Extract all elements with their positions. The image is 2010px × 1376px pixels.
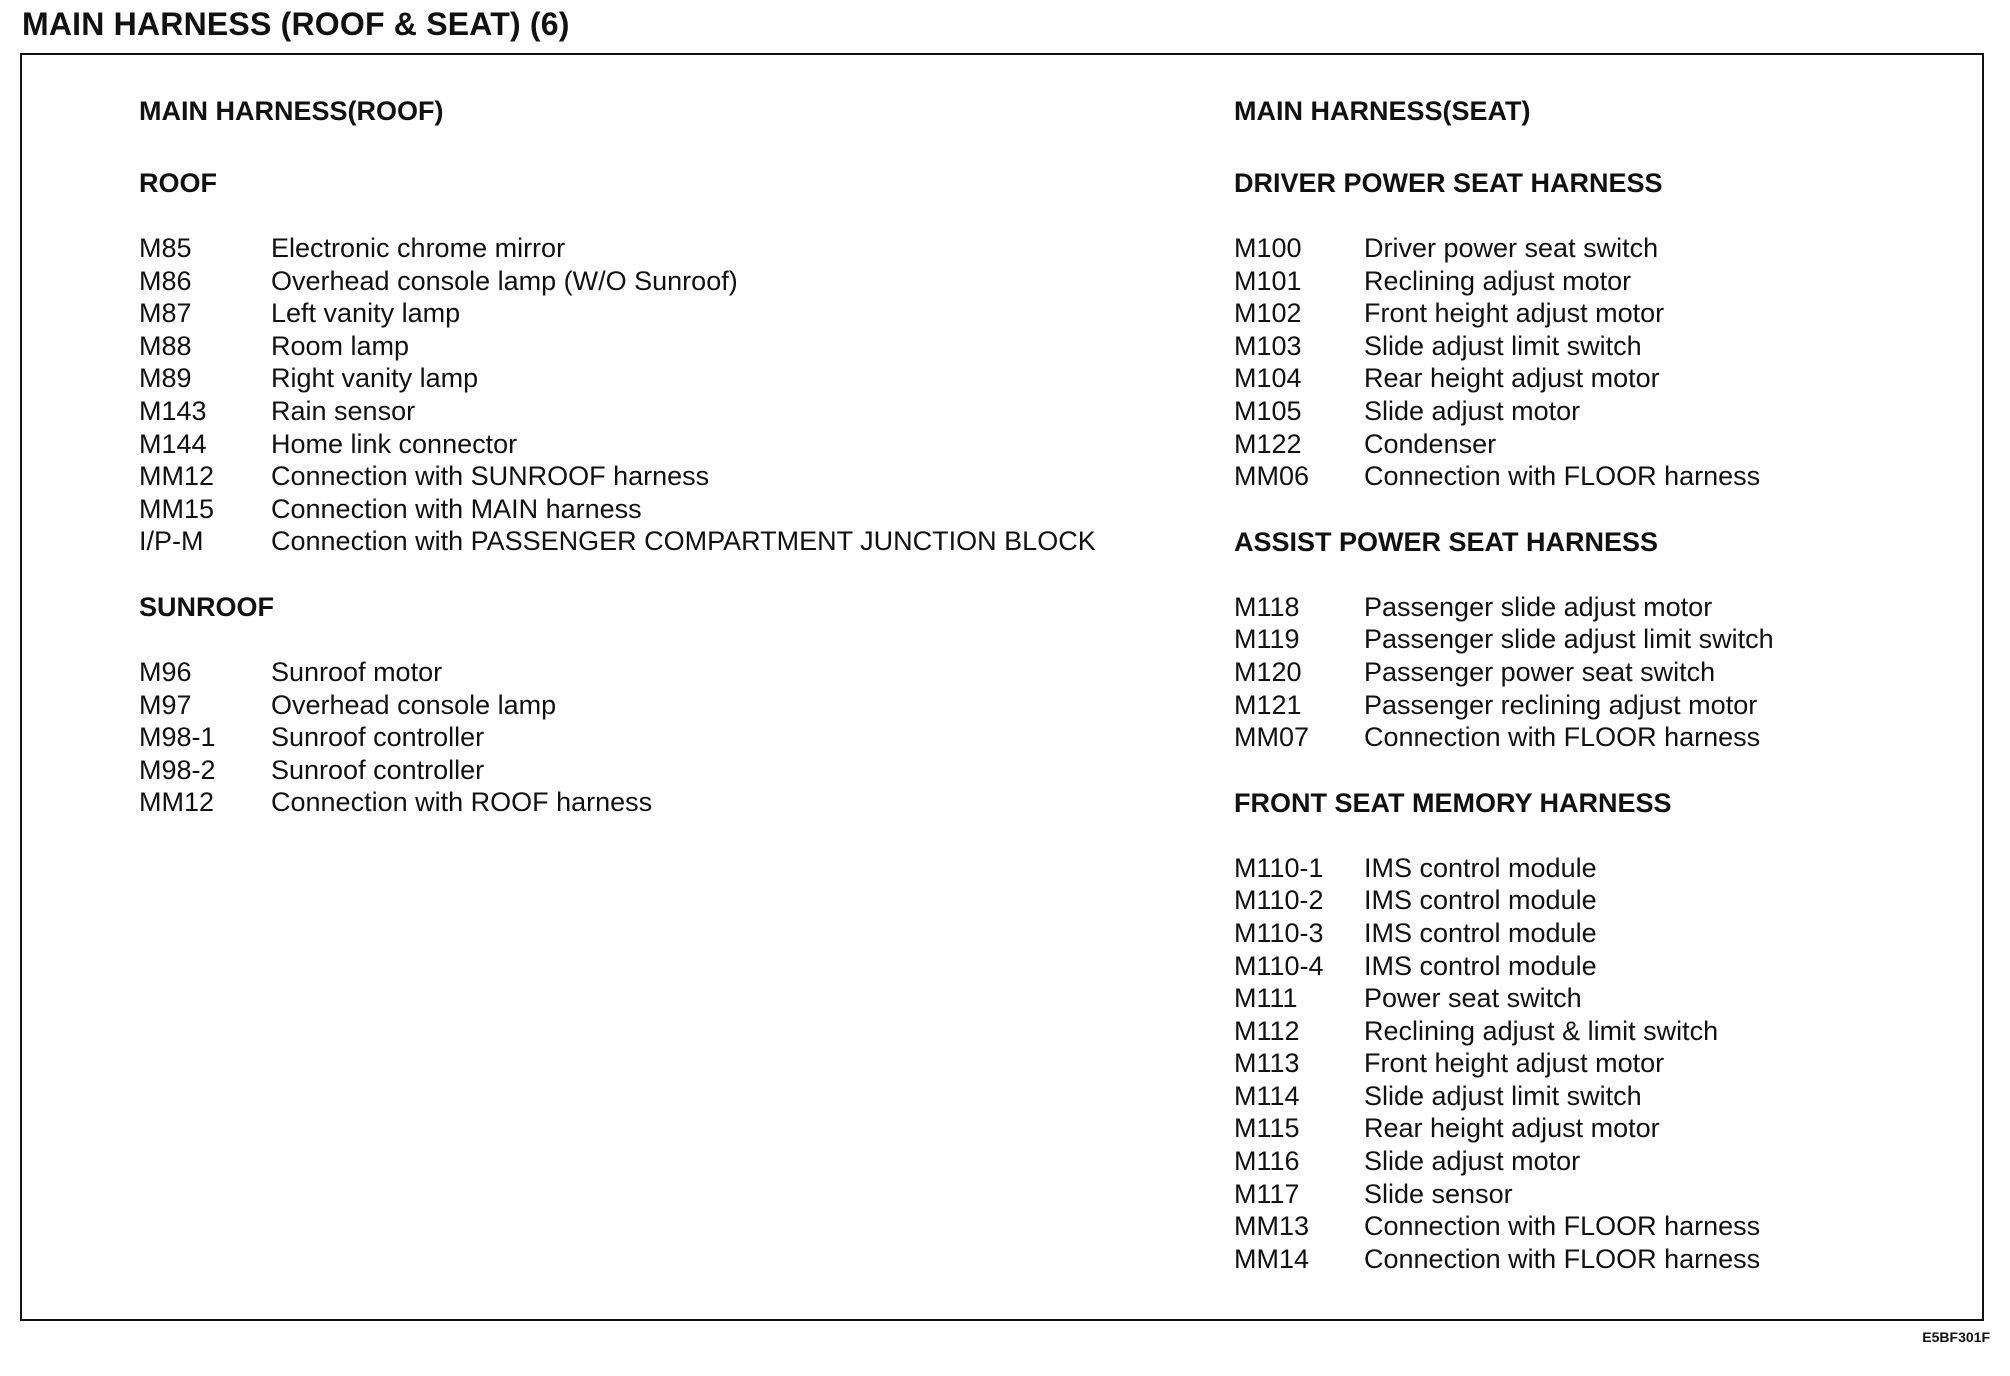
connector-description: Front height adjust motor xyxy=(1364,1048,1665,1079)
connector-code: M114 xyxy=(1234,1080,1300,1111)
seat-column-heading: MAIN HARNESS(SEAT) xyxy=(1234,96,1531,126)
connector-row xyxy=(1234,1047,1934,1080)
connector-description: Slide adjust motor xyxy=(1364,1146,1581,1177)
connector-row xyxy=(139,232,1139,265)
connector-row xyxy=(139,297,1139,330)
connector-code: M110-3 xyxy=(1234,917,1324,948)
connector-description: Passenger slide adjust limit switch xyxy=(1364,624,1774,655)
connector-description: Driver power seat switch xyxy=(1364,233,1659,263)
connector-code: MM14 xyxy=(1234,1243,1310,1274)
connector-description: Overhead console lamp (W/O Sunroof) xyxy=(271,265,738,296)
connector-row xyxy=(1234,362,1934,395)
connector-code: MM15 xyxy=(139,493,215,524)
connector-row xyxy=(1234,917,1934,950)
figure-code: E5BF301F xyxy=(1922,1329,1990,1345)
connector-code: M100 xyxy=(1234,233,1302,263)
connector-row xyxy=(1234,297,1934,330)
connector-row xyxy=(1234,1178,1934,1211)
connector-description: Passenger power seat switch xyxy=(1364,656,1716,687)
connector-code: MM12 xyxy=(139,787,215,818)
connector-row xyxy=(1234,656,1934,689)
connector-row xyxy=(139,525,1139,558)
harness-section xyxy=(1234,787,1934,1276)
connector-code: M116 xyxy=(1234,1146,1300,1177)
connector-description: Connection with PASSENGER COMPARTMENT JUNCTION BLOCK xyxy=(271,526,1096,557)
harness-section xyxy=(1234,526,1934,754)
connector-description: Connection with FLOOR harness xyxy=(1364,461,1761,492)
connector-description: Sunroof motor xyxy=(271,656,443,687)
connector-code: M143 xyxy=(139,395,207,426)
connector-code: MM06 xyxy=(1234,461,1310,492)
connector-code: M96 xyxy=(139,656,192,687)
connector-description: Reclining adjust & limit switch xyxy=(1364,1015,1719,1046)
connector-row xyxy=(1234,1145,1934,1178)
connector-row xyxy=(1234,1080,1934,1113)
connector-row xyxy=(139,460,1139,493)
connector-description: Slide sensor xyxy=(1364,1178,1513,1209)
harness-section xyxy=(1234,167,1934,493)
connector-code: M110-1 xyxy=(1234,852,1324,883)
section-title: ASSIST POWER SEAT HARNESS xyxy=(1234,526,1659,557)
harness-section xyxy=(139,591,1139,819)
connector-description: Slide adjust limit switch xyxy=(1364,1080,1642,1111)
connector-code: MM13 xyxy=(1234,1211,1310,1242)
connector-code: I/P-M xyxy=(139,526,204,557)
connector-row xyxy=(139,786,1139,819)
connector-code: M87 xyxy=(139,298,192,329)
section-title: FRONT SEAT MEMORY HARNESS xyxy=(1234,787,1672,818)
connector-description: Connection with FLOOR harness xyxy=(1364,1243,1761,1274)
connector-row xyxy=(1234,852,1934,885)
connector-code: MM12 xyxy=(139,461,215,492)
connector-description: Overhead console lamp xyxy=(271,689,557,720)
connector-row xyxy=(1234,591,1934,624)
connector-row xyxy=(139,395,1139,428)
connector-code: M120 xyxy=(1234,656,1302,687)
connector-description: Power seat switch xyxy=(1364,983,1582,1014)
connector-code: M101 xyxy=(1234,265,1302,296)
connector-description: Connection with ROOF harness xyxy=(271,787,653,818)
section-title: ROOF xyxy=(139,168,217,198)
connector-description: Passenger slide adjust motor xyxy=(1364,591,1713,622)
seat-sections xyxy=(1234,167,1934,1275)
roof-sections xyxy=(139,167,1139,819)
connector-code: M144 xyxy=(139,428,207,459)
connector-code: M89 xyxy=(139,363,192,394)
connector-description: Connection with MAIN harness xyxy=(271,493,642,524)
connector-description: Right vanity lamp xyxy=(271,363,479,394)
harness-frame xyxy=(20,53,1984,1321)
connector-code: M117 xyxy=(1234,1178,1300,1209)
section-title: SUNROOF xyxy=(139,591,274,622)
connector-code: M103 xyxy=(1234,330,1302,361)
connector-row xyxy=(1234,721,1934,754)
connector-code: M98-2 xyxy=(139,754,216,785)
connector-description: Home link connector xyxy=(271,428,518,459)
connector-code: MM07 xyxy=(1234,722,1310,753)
connector-description: Connection with SUNROOF harness xyxy=(271,461,710,492)
connector-code: M113 xyxy=(1234,1048,1300,1079)
connector-description: Sunroof controller xyxy=(271,722,485,753)
connector-description: Rear height adjust motor xyxy=(1364,363,1660,394)
connector-description: Slide adjust motor xyxy=(1364,395,1581,426)
connector-description: Room lamp xyxy=(271,330,410,361)
connector-row xyxy=(1234,982,1934,1015)
connector-row xyxy=(1234,330,1934,363)
roof-column-heading: MAIN HARNESS(ROOF) xyxy=(139,96,444,126)
connector-row xyxy=(139,265,1139,298)
connector-row xyxy=(1234,232,1934,265)
connector-row xyxy=(1234,428,1934,461)
connector-row xyxy=(139,689,1139,722)
connector-code: M104 xyxy=(1234,363,1302,394)
connector-description: Rear height adjust motor xyxy=(1364,1113,1660,1144)
connector-row xyxy=(1234,1112,1934,1145)
connector-code: M110-4 xyxy=(1234,950,1324,981)
connector-description: Connection with FLOOR harness xyxy=(1364,722,1761,753)
connector-row xyxy=(139,754,1139,787)
connector-code: M111 xyxy=(1234,983,1298,1014)
connector-row xyxy=(139,330,1139,363)
connector-row xyxy=(1234,265,1934,298)
connector-code: M85 xyxy=(139,233,192,263)
connector-row xyxy=(1234,884,1934,917)
connector-code: M97 xyxy=(139,689,192,720)
connector-description: IMS control module xyxy=(1364,885,1597,916)
connector-description: IMS control module xyxy=(1364,950,1597,981)
connector-row xyxy=(1234,689,1934,722)
connector-code: M122 xyxy=(1234,428,1302,459)
connector-row xyxy=(1234,395,1934,428)
connector-code: M110-2 xyxy=(1234,885,1324,916)
connector-code: M119 xyxy=(1234,624,1300,655)
connector-description: Sunroof controller xyxy=(271,754,485,785)
connector-row xyxy=(1234,623,1934,656)
roof-column xyxy=(139,95,1139,852)
page-title: MAIN HARNESS (ROOF & SEAT) (6) xyxy=(22,6,570,42)
connector-code: M86 xyxy=(139,265,192,296)
connector-description: Condenser xyxy=(1364,428,1497,459)
harness-section xyxy=(139,167,1139,558)
connector-description: Slide adjust limit switch xyxy=(1364,330,1642,361)
connector-row xyxy=(139,721,1139,754)
seat-column xyxy=(1234,95,1934,1308)
connector-row xyxy=(139,362,1139,395)
connector-description: Reclining adjust motor xyxy=(1364,265,1632,296)
section-title: DRIVER POWER SEAT HARNESS xyxy=(1234,168,1663,198)
connector-row xyxy=(139,493,1139,526)
connector-description: Front height adjust motor xyxy=(1364,298,1665,329)
connector-row xyxy=(1234,950,1934,983)
connector-description: Connection with FLOOR harness xyxy=(1364,1211,1761,1242)
connector-description: Rain sensor xyxy=(271,395,416,426)
connector-description: Passenger reclining adjust motor xyxy=(1364,689,1758,720)
connector-row xyxy=(1234,1210,1934,1243)
connector-description: IMS control module xyxy=(1364,917,1597,948)
connector-code: M112 xyxy=(1234,1015,1300,1046)
connector-code: M121 xyxy=(1234,689,1302,720)
connector-code: M115 xyxy=(1234,1113,1300,1144)
connector-code: M105 xyxy=(1234,395,1302,426)
connector-code: M88 xyxy=(139,330,192,361)
connector-description: Left vanity lamp xyxy=(271,298,461,329)
connector-description: Electronic chrome mirror xyxy=(271,233,566,263)
connector-code: M98-1 xyxy=(139,722,216,753)
connector-row xyxy=(1234,1243,1934,1276)
connector-code: M118 xyxy=(1234,591,1300,622)
connector-code: M102 xyxy=(1234,298,1302,329)
connector-row xyxy=(139,428,1139,461)
connector-row xyxy=(1234,460,1934,493)
connector-row xyxy=(1234,1015,1934,1048)
connector-description: IMS control module xyxy=(1364,852,1597,883)
connector-row xyxy=(139,656,1139,689)
